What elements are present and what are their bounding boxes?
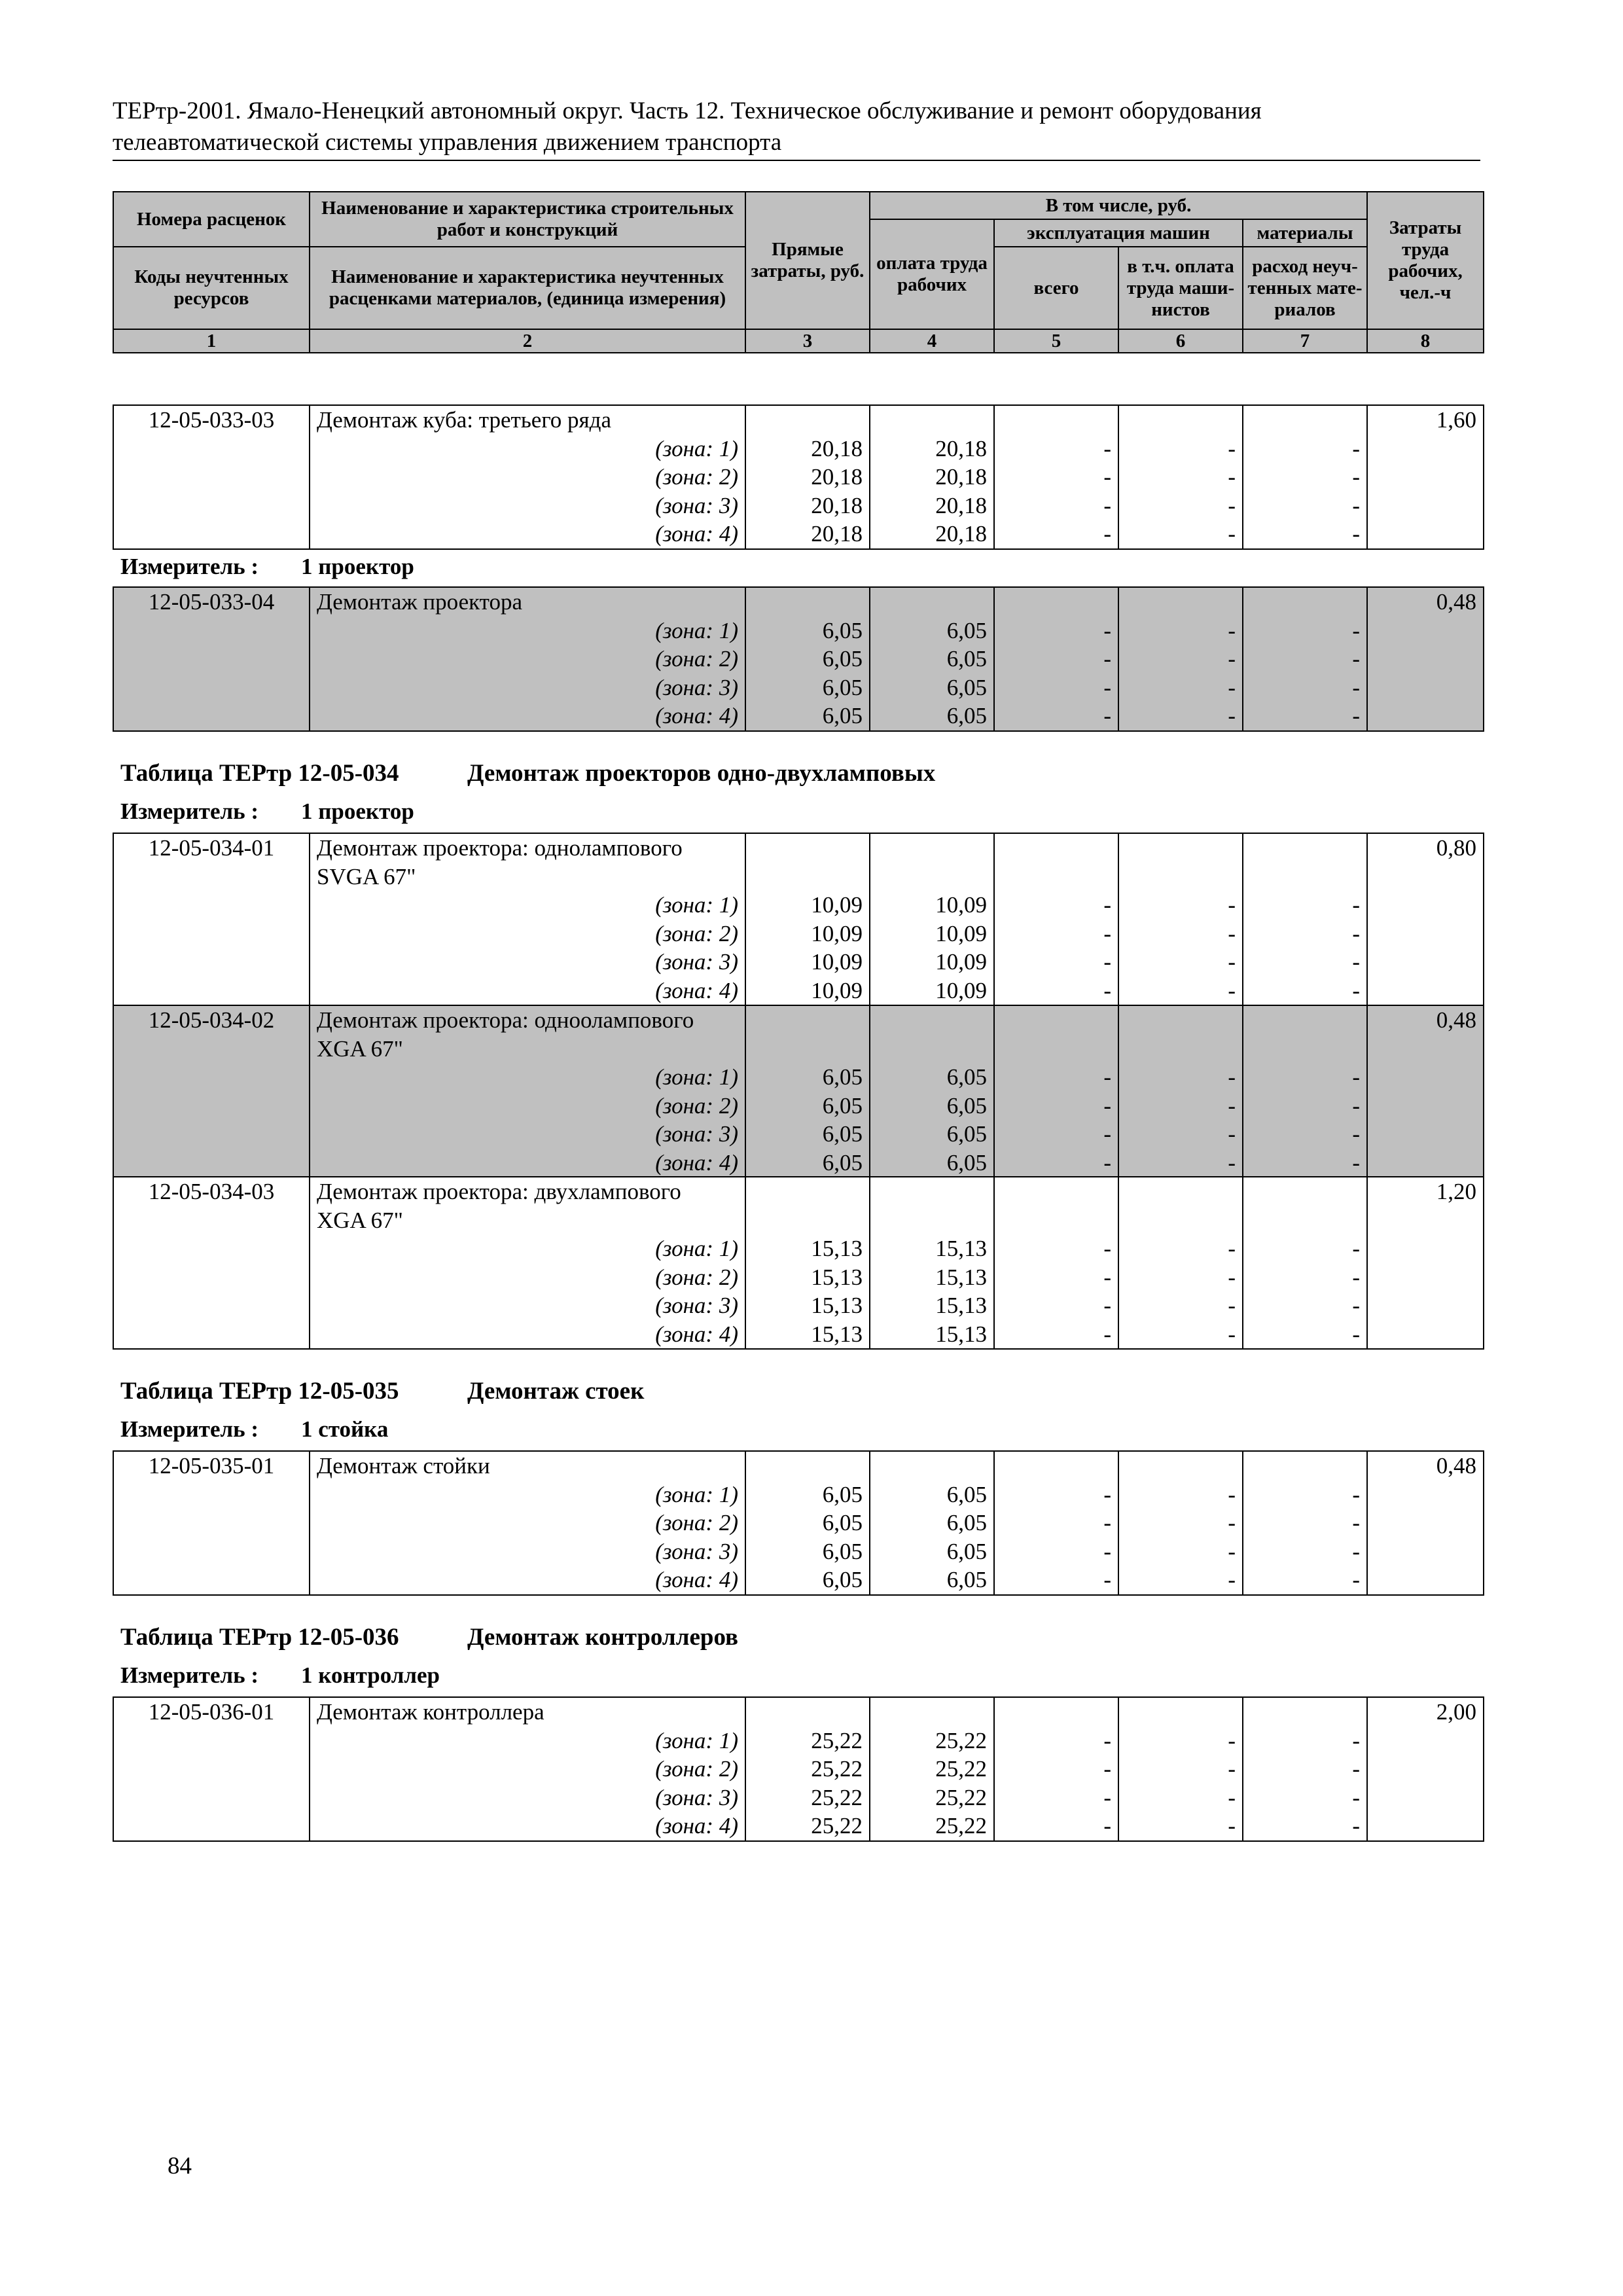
worker-pay: 6,05 (870, 702, 994, 731)
worker-pay: 25,22 (870, 1812, 994, 1841)
direct-cost: 10,09 (745, 948, 870, 977)
dash-cell: - (1118, 1755, 1243, 1784)
rate-code: 12-05-034-02 (113, 1005, 310, 1035)
worker-pay: 20,18 (870, 463, 994, 492)
worker-pay: 15,13 (870, 1263, 994, 1292)
dash-cell: - (994, 1509, 1118, 1537)
worker-pay: 20,18 (870, 492, 994, 520)
direct-cost: 6,05 (745, 1480, 870, 1509)
dash-cell: - (1243, 1120, 1367, 1149)
rate-entry (113, 1005, 1484, 1177)
measure-label: Измеритель : (120, 1662, 259, 1688)
dash-cell: - (1118, 673, 1243, 702)
dash-cell: - (1118, 1234, 1243, 1263)
dash-cell: - (1118, 1291, 1243, 1320)
labor-cost: 0,48 (1367, 1005, 1484, 1035)
rate-entry (113, 1176, 1484, 1350)
dash-cell: - (1243, 1092, 1367, 1121)
page-number: 84 (168, 2153, 192, 2179)
dash-cell: - (994, 492, 1118, 520)
direct-cost: 10,09 (745, 977, 870, 1005)
col-number: 3 (745, 329, 870, 353)
dash-cell: - (1243, 492, 1367, 520)
dash-cell: - (1243, 1291, 1367, 1320)
dash-cell: - (1118, 1149, 1243, 1177)
measure-line (120, 1416, 389, 1443)
worker-pay: 25,22 (870, 1727, 994, 1755)
dash-cell: - (1118, 702, 1243, 731)
zone-label: (зона: 1) (310, 435, 745, 463)
direct-cost: 6,05 (745, 645, 870, 673)
dash-cell: - (1118, 891, 1243, 920)
dash-cell: - (1243, 1537, 1367, 1566)
dash-cell: - (1118, 1537, 1243, 1566)
rate-name: Демонтаж проектора: однолампового (310, 833, 745, 863)
dash-cell: - (994, 1755, 1118, 1784)
dash-cell: - (1243, 1812, 1367, 1841)
table-label: Таблица (120, 1378, 213, 1405)
worker-pay: 6,05 (870, 617, 994, 645)
worker-pay: 6,05 (870, 1566, 994, 1595)
dash-cell: - (1243, 673, 1367, 702)
dash-cell: - (994, 1120, 1118, 1149)
worker-pay: 15,13 (870, 1234, 994, 1263)
labor-cost: 0,48 (1367, 587, 1484, 617)
dash-cell: - (1118, 1263, 1243, 1292)
table-label: Таблица (120, 1624, 213, 1651)
worker-pay: 20,18 (870, 520, 994, 549)
direct-cost: 6,05 (745, 1092, 870, 1121)
dash-cell: - (1243, 920, 1367, 948)
worker-pay: 6,05 (870, 1063, 994, 1092)
dash-cell: - (994, 617, 1118, 645)
dash-cell: - (1118, 1480, 1243, 1509)
hdr-machinist-pay: в т.ч. оплата труда маши-нистов (1118, 247, 1243, 329)
zone-label: (зона: 2) (310, 1263, 745, 1292)
direct-cost: 6,05 (745, 702, 870, 731)
dash-cell: - (994, 1291, 1118, 1320)
direct-cost: 20,18 (745, 520, 870, 549)
col-number: 4 (870, 329, 994, 353)
direct-cost: 20,18 (745, 463, 870, 492)
table-title (120, 1623, 739, 1651)
dash-cell: - (994, 920, 1118, 948)
direct-cost: 6,05 (745, 1509, 870, 1537)
col-number: 2 (310, 329, 745, 353)
dash-cell: - (994, 673, 1118, 702)
dash-cell: - (994, 435, 1118, 463)
dash-cell: - (1118, 1092, 1243, 1121)
dash-cell: - (1243, 977, 1367, 1005)
table-name: Демонтаж стоек (467, 1378, 645, 1405)
dash-cell: - (994, 1727, 1118, 1755)
hdr-codes: Коды неучтенных ресурсов (113, 247, 310, 329)
worker-pay: 6,05 (870, 1509, 994, 1537)
dash-cell: - (994, 977, 1118, 1005)
document-header (113, 96, 1480, 161)
direct-cost: 15,13 (745, 1320, 870, 1350)
dash-cell: - (1243, 1509, 1367, 1537)
dash-cell: - (994, 1480, 1118, 1509)
dash-cell: - (994, 1149, 1118, 1177)
direct-cost: 6,05 (745, 1537, 870, 1566)
worker-pay: 6,05 (870, 1120, 994, 1149)
hdr-including: В том числе, руб. (870, 192, 1367, 219)
direct-cost: 6,05 (745, 1120, 870, 1149)
dash-cell: - (1118, 920, 1243, 948)
rate-name-cont: XGA 67" (310, 1035, 745, 1064)
dash-cell: - (1243, 1320, 1367, 1350)
table-code: ТЕРтр 12-05-035 (219, 1378, 399, 1405)
rate-code: 12-05-033-04 (113, 587, 310, 617)
hdr-direct-costs: Прямые затраты, руб. (745, 192, 870, 329)
direct-cost: 20,18 (745, 492, 870, 520)
dash-cell: - (1118, 1320, 1243, 1350)
dash-cell: - (1118, 463, 1243, 492)
labor-cost: 1,60 (1367, 405, 1484, 435)
rate-name: Демонтаж проектора: одноолампового (310, 1005, 745, 1035)
col-number: 6 (1118, 329, 1243, 353)
measure-unit: 1 контроллер (301, 1662, 440, 1688)
rate-name: Демонтаж проектора: двухлампового (310, 1177, 745, 1206)
hdr-name-char: Наименование и характеристика строительных работ и конструкций (310, 192, 745, 247)
dash-cell: - (1118, 435, 1243, 463)
zone-label: (зона: 1) (310, 1480, 745, 1509)
dash-cell: - (1243, 645, 1367, 673)
zone-label: (зона: 2) (310, 1755, 745, 1784)
measure-label: Измеритель : (120, 798, 259, 824)
zone-label: (зона: 2) (310, 1509, 745, 1537)
table-code: ТЕРтр 12-05-034 (219, 760, 399, 787)
hdr-unaccounted-materials: расход неуч-тенных мате-риалов (1243, 247, 1367, 329)
direct-cost: 25,22 (745, 1812, 870, 1841)
dash-cell: - (1243, 1784, 1367, 1812)
dash-cell: - (994, 1537, 1118, 1566)
dash-cell: - (1243, 1234, 1367, 1263)
worker-pay: 10,09 (870, 948, 994, 977)
direct-cost: 6,05 (745, 1566, 870, 1595)
dash-cell: - (1118, 1784, 1243, 1812)
dash-cell: - (1243, 702, 1367, 731)
direct-cost: 25,22 (745, 1784, 870, 1812)
worker-pay: 6,05 (870, 673, 994, 702)
col-number: 8 (1367, 329, 1484, 353)
dash-cell: - (1243, 1480, 1367, 1509)
dash-cell: - (1243, 1063, 1367, 1092)
zone-label: (зона: 4) (310, 520, 745, 549)
zone-label: (зона: 1) (310, 1727, 745, 1755)
measure-unit: 1 проектор (301, 554, 414, 579)
measure-label: Измеритель : (120, 554, 259, 579)
direct-cost: 15,13 (745, 1234, 870, 1263)
header-line-2: телеавтоматической системы управления движением транспорта (113, 129, 782, 156)
zone-label: (зона: 3) (310, 1537, 745, 1566)
dash-cell: - (1243, 1263, 1367, 1292)
direct-cost: 6,05 (745, 617, 870, 645)
rate-entry (113, 1696, 1484, 1842)
dash-cell: - (1243, 1149, 1367, 1177)
zone-label: (зона: 3) (310, 1291, 745, 1320)
rate-name: Демонтаж контроллера (310, 1697, 745, 1727)
worker-pay: 10,09 (870, 977, 994, 1005)
worker-pay: 6,05 (870, 1092, 994, 1121)
zone-label: (зона: 2) (310, 645, 745, 673)
table-name: Демонтаж контроллеров (467, 1624, 739, 1651)
dash-cell: - (994, 1234, 1118, 1263)
table-label: Таблица (120, 760, 213, 787)
rate-name: Демонтаж стойки (310, 1451, 745, 1480)
dash-cell: - (994, 1320, 1118, 1350)
zone-label: (зона: 4) (310, 702, 745, 731)
dash-cell: - (1243, 435, 1367, 463)
hdr-labor: Затраты труда рабочих, чел.-ч (1367, 192, 1484, 329)
zone-label: (зона: 2) (310, 920, 745, 948)
worker-pay: 15,13 (870, 1320, 994, 1350)
dash-cell: - (994, 1566, 1118, 1595)
dash-cell: - (1118, 617, 1243, 645)
dash-cell: - (1243, 1755, 1367, 1784)
zone-label: (зона: 1) (310, 1063, 745, 1092)
measure-label: Измеритель : (120, 1416, 259, 1442)
dash-cell: - (994, 1063, 1118, 1092)
dash-cell: - (994, 1263, 1118, 1292)
dash-cell: - (994, 702, 1118, 731)
dash-cell: - (1243, 891, 1367, 920)
worker-pay: 20,18 (870, 435, 994, 463)
direct-cost: 25,22 (745, 1727, 870, 1755)
dash-cell: - (1118, 1063, 1243, 1092)
dash-cell: - (994, 645, 1118, 673)
direct-cost: 25,22 (745, 1755, 870, 1784)
zone-label: (зона: 3) (310, 1120, 745, 1149)
zone-label: (зона: 2) (310, 463, 745, 492)
measure-unit: 1 проектор (301, 798, 414, 824)
measure-line (120, 554, 414, 580)
labor-cost: 0,80 (1367, 833, 1484, 863)
direct-cost: 6,05 (745, 673, 870, 702)
rate-code: 12-05-034-01 (113, 833, 310, 863)
dash-cell: - (1118, 1812, 1243, 1841)
zone-label: (зона: 3) (310, 673, 745, 702)
dash-cell: - (994, 463, 1118, 492)
dash-cell: - (1243, 948, 1367, 977)
direct-cost: 6,05 (745, 1149, 870, 1177)
dash-cell: - (1243, 1566, 1367, 1595)
rate-code: 12-05-033-03 (113, 405, 310, 435)
dash-cell: - (1243, 1727, 1367, 1755)
zone-label: (зона: 4) (310, 1149, 745, 1177)
dash-cell: - (1118, 1566, 1243, 1595)
zone-label: (зона: 1) (310, 617, 745, 645)
dash-cell: - (994, 948, 1118, 977)
dash-cell: - (1243, 617, 1367, 645)
col-number: 7 (1243, 329, 1367, 353)
rate-code: 12-05-036-01 (113, 1697, 310, 1727)
dash-cell: - (994, 1784, 1118, 1812)
rate-entry (113, 586, 1484, 732)
zone-label: (зона: 2) (310, 1092, 745, 1121)
direct-cost: 10,09 (745, 891, 870, 920)
dash-cell: - (1118, 1727, 1243, 1755)
zone-label: (зона: 1) (310, 891, 745, 920)
rate-entry (113, 833, 1484, 1005)
worker-pay: 25,22 (870, 1784, 994, 1812)
table-title (120, 759, 936, 787)
rate-name: Демонтаж куба: третьего ряда (310, 405, 745, 435)
dash-cell: - (1118, 645, 1243, 673)
hdr-machine-operation: эксплуатация машин (994, 219, 1243, 247)
dash-cell: - (994, 1812, 1118, 1841)
dash-cell: - (1118, 1120, 1243, 1149)
measure-unit: 1 стойка (301, 1416, 389, 1442)
worker-pay: 6,05 (870, 1149, 994, 1177)
column-header (113, 191, 1484, 353)
dash-cell: - (1118, 492, 1243, 520)
zone-label: (зона: 4) (310, 1566, 745, 1595)
rate-name: Демонтаж проектора (310, 587, 745, 617)
worker-pay: 6,05 (870, 1480, 994, 1509)
zone-label: (зона: 4) (310, 977, 745, 1005)
zone-label: (зона: 4) (310, 1320, 745, 1350)
rate-name-cont: SVGA 67" (310, 863, 745, 891)
direct-cost: 10,09 (745, 920, 870, 948)
worker-pay: 10,09 (870, 920, 994, 948)
hdr-materials: материалы (1243, 219, 1367, 247)
rate-entry (113, 404, 1484, 550)
hdr-rate-numbers: Номера расценок (113, 192, 310, 247)
dash-cell: - (1118, 520, 1243, 549)
worker-pay: 6,05 (870, 1537, 994, 1566)
dash-cell: - (1118, 1509, 1243, 1537)
zone-label: (зона: 3) (310, 948, 745, 977)
direct-cost: 6,05 (745, 1063, 870, 1092)
worker-pay: 10,09 (870, 891, 994, 920)
rate-code: 12-05-034-03 (113, 1177, 310, 1206)
measure-line (120, 1662, 440, 1689)
worker-pay: 15,13 (870, 1291, 994, 1320)
dash-cell: - (1243, 520, 1367, 549)
labor-cost: 2,00 (1367, 1697, 1484, 1727)
zone-label: (зона: 1) (310, 1234, 745, 1263)
direct-cost: 15,13 (745, 1263, 870, 1292)
col-number: 1 (113, 329, 310, 353)
worker-pay: 25,22 (870, 1755, 994, 1784)
rate-name-cont: XGA 67" (310, 1206, 745, 1235)
dash-cell: - (994, 891, 1118, 920)
labor-cost: 0,48 (1367, 1451, 1484, 1480)
labor-cost: 1,20 (1367, 1177, 1484, 1206)
direct-cost: 15,13 (745, 1291, 870, 1320)
dash-cell: - (1118, 948, 1243, 977)
table-title (120, 1377, 645, 1405)
zone-label: (зона: 3) (310, 1784, 745, 1812)
worker-pay: 6,05 (870, 645, 994, 673)
table-name: Демонтаж проекторов одно-двухламповых (467, 760, 936, 787)
header-line-1: ТЕРтр-2001. Ямало-Ненецкий автономный округ. Часть 12. Техническое обслуживание и ремонт оборудования (113, 98, 1262, 124)
dash-cell: - (994, 520, 1118, 549)
col-number: 5 (994, 329, 1118, 353)
dash-cell: - (1118, 977, 1243, 1005)
zone-label: (зона: 3) (310, 492, 745, 520)
dash-cell: - (1243, 463, 1367, 492)
direct-cost: 20,18 (745, 435, 870, 463)
measure-line (120, 798, 414, 825)
table-code: ТЕРтр 12-05-036 (219, 1624, 399, 1651)
rate-entry (113, 1450, 1484, 1596)
hdr-unaccounted-names: Наименование и характеристика неучтенных расценками материалов, (единица измерения) (310, 247, 745, 329)
rate-code: 12-05-035-01 (113, 1451, 310, 1480)
dash-cell: - (994, 1092, 1118, 1121)
zone-label: (зона: 4) (310, 1812, 745, 1841)
hdr-worker-pay: оплата труда рабочих (870, 219, 994, 329)
hdr-total: всего (994, 247, 1118, 329)
